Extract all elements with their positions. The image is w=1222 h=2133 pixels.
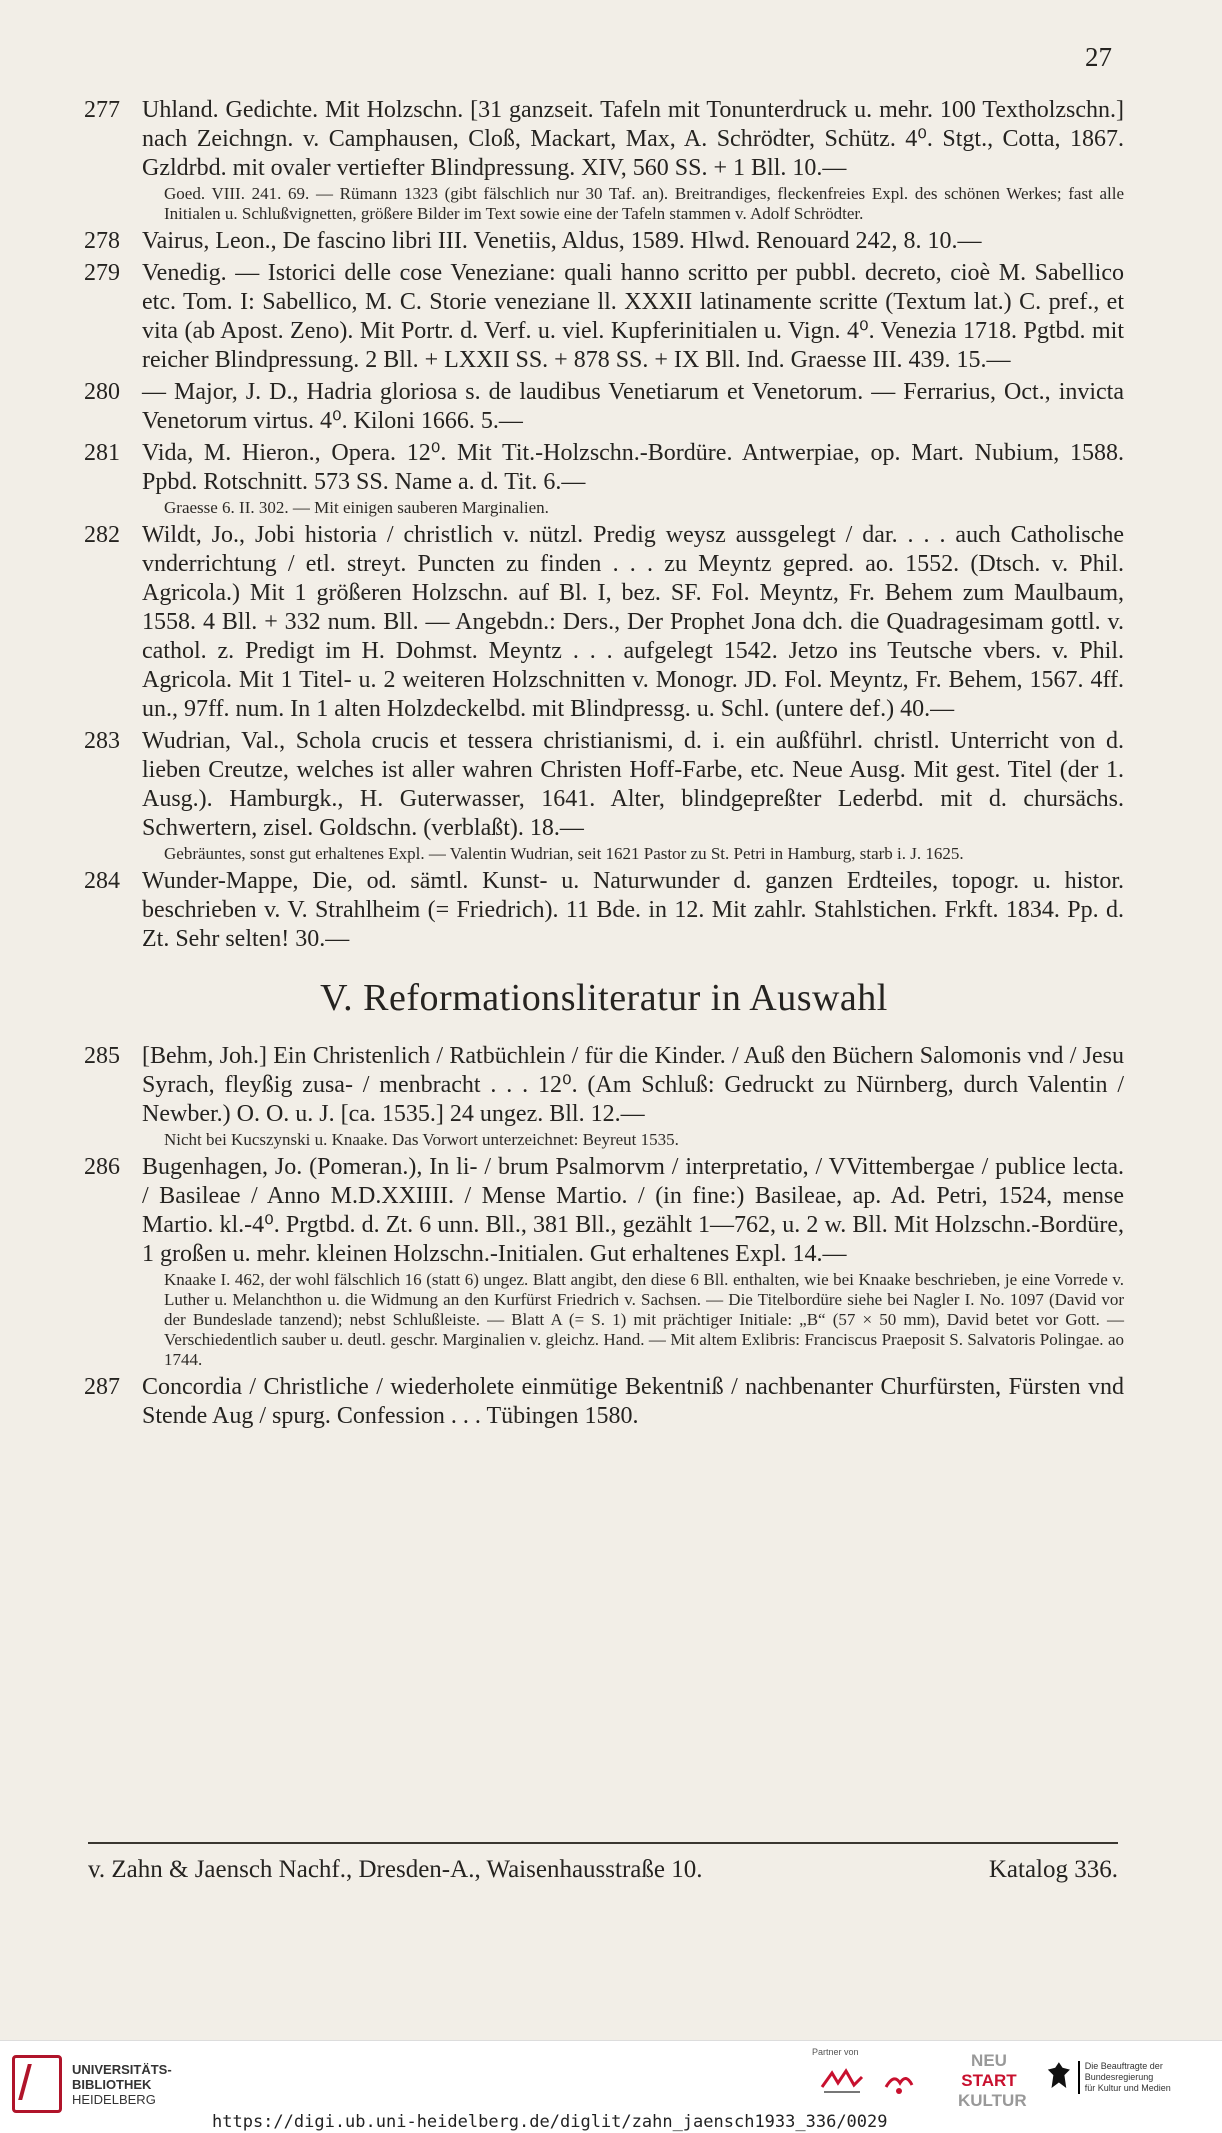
entry-number: 285 (84, 1043, 120, 1069)
entries-group-a (84, 96, 1124, 954)
footer-catalog: Katalog 336. (988, 1856, 1118, 1883)
catalog-listing (84, 96, 1124, 1434)
entry-text: — Major, J. D., Hadria gloriosa s. de laudibus Venetiarum et Venetorum. — Ferrarius, Oct., invicta Venetorum virtus. 4⁰. Kiloni 1666. 5.— (142, 379, 1124, 434)
bkm-logo[interactable] (1046, 2059, 1222, 2095)
entry-text: Vairus, Leon., De fascino libri III. Venetiis, Aldus, 1589. Hlwd. Renouard 242, 8. 10.— (142, 228, 982, 254)
neustart-line-2: START (961, 2071, 1017, 2090)
entry-number: 279 (84, 260, 120, 286)
entry-number: 277 (84, 97, 120, 123)
uni-line-2: BIBLIOTHEK (72, 2076, 152, 2092)
catalog-entry (84, 96, 1124, 224)
neustart-kultur-logo[interactable] (958, 2051, 1027, 2111)
entry-number: 287 (84, 1374, 120, 1400)
entries-group-b (84, 1042, 1124, 1431)
section-heading: V. Reformationsliteratur in Auswahl (320, 977, 888, 1019)
entry-number: 280 (84, 379, 120, 405)
partner-label: Partner von (812, 2047, 859, 2057)
bkm-line-1: Die Beauftragte der Bundesregierung (1084, 2060, 1163, 2082)
entry-text: Wildt, Jo., Jobi historia / christlich v. nützl. Predig weysz aussgelegt / dar. . . . auch Catholische vnderrichtung / etl. streyt. Puncten zu finden . . . zu Meyntz gepred. ao. 1552. (Dtsch. v. Phil. Agricola.) Mit 1 größeren Holzschn. auf Bl. I, bez. SF. Fol. Meyntz, Fr. Behem zum Maulbaum, 1558. 4 Bll. + 332 num. Bll. — Angebdn.: Ders., Der Prophet Jona dch. die Quadragesimam gottl. v. cathol. z. Predigt im H. Dohmst. Meyntz . . . aufgelegt 1542. Jetzo ins Teutsche vbers. v. Phil. Agricola. Mit 1 Titel- u. 2 weiteren Holzschnitten v. Monogr. JD. Fol. Meyntz, Fr. Behem, 1567. 4ff. un., 97ff. num. In 1 alten Holzdeckelbd. mit Blindpressg. u. Schl. (untere def.) 40.— (142, 522, 1124, 722)
entry-number: 283 (84, 728, 120, 754)
entry-text: [Behm, Joh.] Ein Christenlich / Ratbüchlein / für die Kinder. / Auß den Büchern Salomonis vnd / Jesu Syrach, fleyßig zusa- / menbracht . . . 12⁰. (Am Schluß: Gedruckt zu Nürnberg, durch Valentin / Newber.) O. O. u. J. [ca. 1535.] 24 ungez. Bll. 12.— (142, 1043, 1124, 1127)
neustart-line-1: NEU (971, 2051, 1007, 2070)
footer-publisher: v. Zahn & Jaensch Nachf., Dresden-A., Waisenhausstraße 10. (88, 1856, 703, 1883)
entry-text: Venedig. — Istorici delle cose Veneziane: quali hanno scritto per pubbl. decreto, cioè M. Sabellico etc. Tom. I: Sabellico, M. C. Storie veneziane ll. XXXII latinamente scritte (Textum lat.) C. pref., et vita (ab Apost. Zeno). Mit Portr. d. Verf. u. viel. Kupferinitialen u. Vign. 4⁰. Venezia 1718. Pgtbd. mit reicher Blindpressung. 2 Bll. + LXXII SS. + 878 SS. + IX Bll. Ind. Graesse III. 439. 15.— (142, 260, 1124, 373)
university-library-logo[interactable] (12, 2055, 172, 2113)
catalog-entry (84, 521, 1124, 724)
page-number: 27 (1085, 42, 1112, 72)
catalog-entry (84, 727, 1124, 864)
neustart-line-3: KULTUR (958, 2091, 1027, 2110)
permalink-url[interactable]: https://digi.ub.uni-heidelberg.de/diglit/zahn_jaensch1933_336/0029 (212, 2112, 888, 2132)
heidelberg-logo-icon (12, 2055, 62, 2113)
uni-line-1: UNIVERSITÄTS- (72, 2061, 172, 2077)
entry-number: 282 (84, 522, 120, 548)
entry-text: Concordia / Christliche / wiederholete einmütige Bekentniß / nachbenanter Churfürsten, Fürsten vnd Stende Aug / spurg. Confession . . . Tübingen 1580. (142, 1374, 1124, 1429)
entry-number: 286 (84, 1154, 120, 1180)
entry-text: Wunder-Mappe, Die, od. sämtl. Kunst- u. Naturwunder d. ganzen Erdteiles, topogr. u. histor. beschrieben v. V. Strahlheim (= Friedrich). 11 Bde. in 12. Mit zahlr. Stahlstichen. Frkft. 1834. Pp. d. Zt. Sehr selten! 30.— (142, 868, 1124, 952)
entry-number: 284 (84, 868, 120, 894)
catalog-entry (84, 378, 1124, 436)
catalog-entry (84, 259, 1124, 375)
entry-text: Uhland. Gedichte. Mit Holzschn. [31 ganzseit. Tafeln mit Tonunterdruck u. mehr. 100 Textholzschn.] nach Zeichngn. v. Camphausen, Cloß, Mackart, Max, A. Schrödter, Schütz. 4⁰. Stgt., Cotta, 1867. Gzldrbd. mit ovaler vertiefter Blindpressung. XIV, 560 SS. + 1 Bll. 10.— (142, 97, 1124, 181)
footer-rule (88, 1842, 1118, 1844)
catalog-entry (84, 1042, 1124, 1150)
catalog-entry (84, 227, 1124, 256)
entry-note: Goed. VIII. 241. 69. — Rümann 1323 (gibt fälschlich nur 30 Taf. an). Breitrandiges, fleckenfreies Expl. des schönen Werkes; fast alle Initialen u. Schlußvignetten, größere Bilder im Text sowie eine der Tafeln stammen v. Adolf Schrödter. (164, 184, 1124, 223)
entry-note: Graesse 6. II. 302. — Mit einigen sauberen Marginalien. (164, 498, 549, 517)
page-footer (88, 1856, 1118, 1884)
entry-text: Bugenhagen, Jo. (Pomeran.), In li- / brum Psalmorvm / interpretatio, / VVittembergae / publice lecta. / Basileae / Anno M.D.XXIIII. / Mense Martio. / (in fine:) Basileae, ap. Ad. Petri, 1524, mense Martio. kl.-4⁰. Prgtbd. d. Zt. 6 unn. Bll., 381 Bll., gezählt 1—762, u. 2 w. Bll. Mit Holzschn.-Bordüre, 1 großen u. mehr. kleinen Holzschn.-Initialen. Gut erhaltenes Expl. 14.— (142, 1154, 1124, 1267)
entry-number: 281 (84, 440, 120, 466)
federal-eagle-icon (1046, 2059, 1072, 2095)
entry-note: Gebräuntes, sonst gut erhaltenes Expl. — Valentin Wudrian, seit 1621 Pastor zu St. Petri in Hamburg, starb i. J. 1625. (164, 844, 964, 863)
digitale-bibliothek-icon[interactable] (818, 2067, 866, 2097)
bkm-line-2: für Kultur und Medien (1084, 2082, 1171, 2093)
catalog-entry (84, 1373, 1124, 1431)
entry-number: 278 (84, 228, 120, 254)
entry-note: Knaake I. 462, der wohl fälschlich 16 (statt 6) ungez. Blatt angibt, den diese 6 Bll. enthalten, wie bei Knaake beschrieben, je eine Vorrede v. Luther u. Melanchthon u. die Widmung an den Kurfürst Friedrich v. Sachsen. — Die Titelbordüre siehe bei Nagler I. No. 1097 (David vor der Bundeslade tanzend); nebst Schlußleiste. — Blatt A (= S. 1) mit prächtiger Initiale: „B“ (57 × 50 mm), David betet vor Gott. — Verschiedentlich sauber u. deutl. geschr. Marginalien v. gleichz. Hand. — Mit altem Exlibris: Franciscus Praeposit S. Salvatoris Polingae. ao 1744. (164, 1270, 1124, 1369)
entry-text: Wudrian, Val., Schola crucis et tessera christianismi, d. i. ein außführl. christl. Unterricht von d. lieben Creutze, welches ist aller wahren Christen Hoff-Farbe, etc. Neue Ausg. Mit gest. Titel (der 1. Ausg.). Hamburgk., H. Guterwasser, 1641. Alter, blindgepreßter Lederbd. mit d. chursächs. Schwertern, zisel. Goldschn. (verblaßt). 18.— (142, 728, 1124, 841)
catalog-entry (84, 1153, 1124, 1370)
uni-line-3: HEIDELBERG (72, 2091, 156, 2107)
entry-note: Nicht bei Kucszynski u. Knaake. Das Vorwort unterzeichnet: Beyreut 1535. (164, 1130, 679, 1149)
catalog-entry (84, 867, 1124, 954)
catalog-entry (84, 439, 1124, 518)
entry-text: Vida, M. Hieron., Opera. 12⁰. Mit Tit.-Holzschn.-Bordüre. Antwerpiae, op. Mart. Nubium, 1588. Ppbd. Rotschnitt. 573 SS. Name a. d. Tit. 6.— (142, 440, 1124, 495)
partner-bird-icon[interactable] (882, 2069, 916, 2099)
